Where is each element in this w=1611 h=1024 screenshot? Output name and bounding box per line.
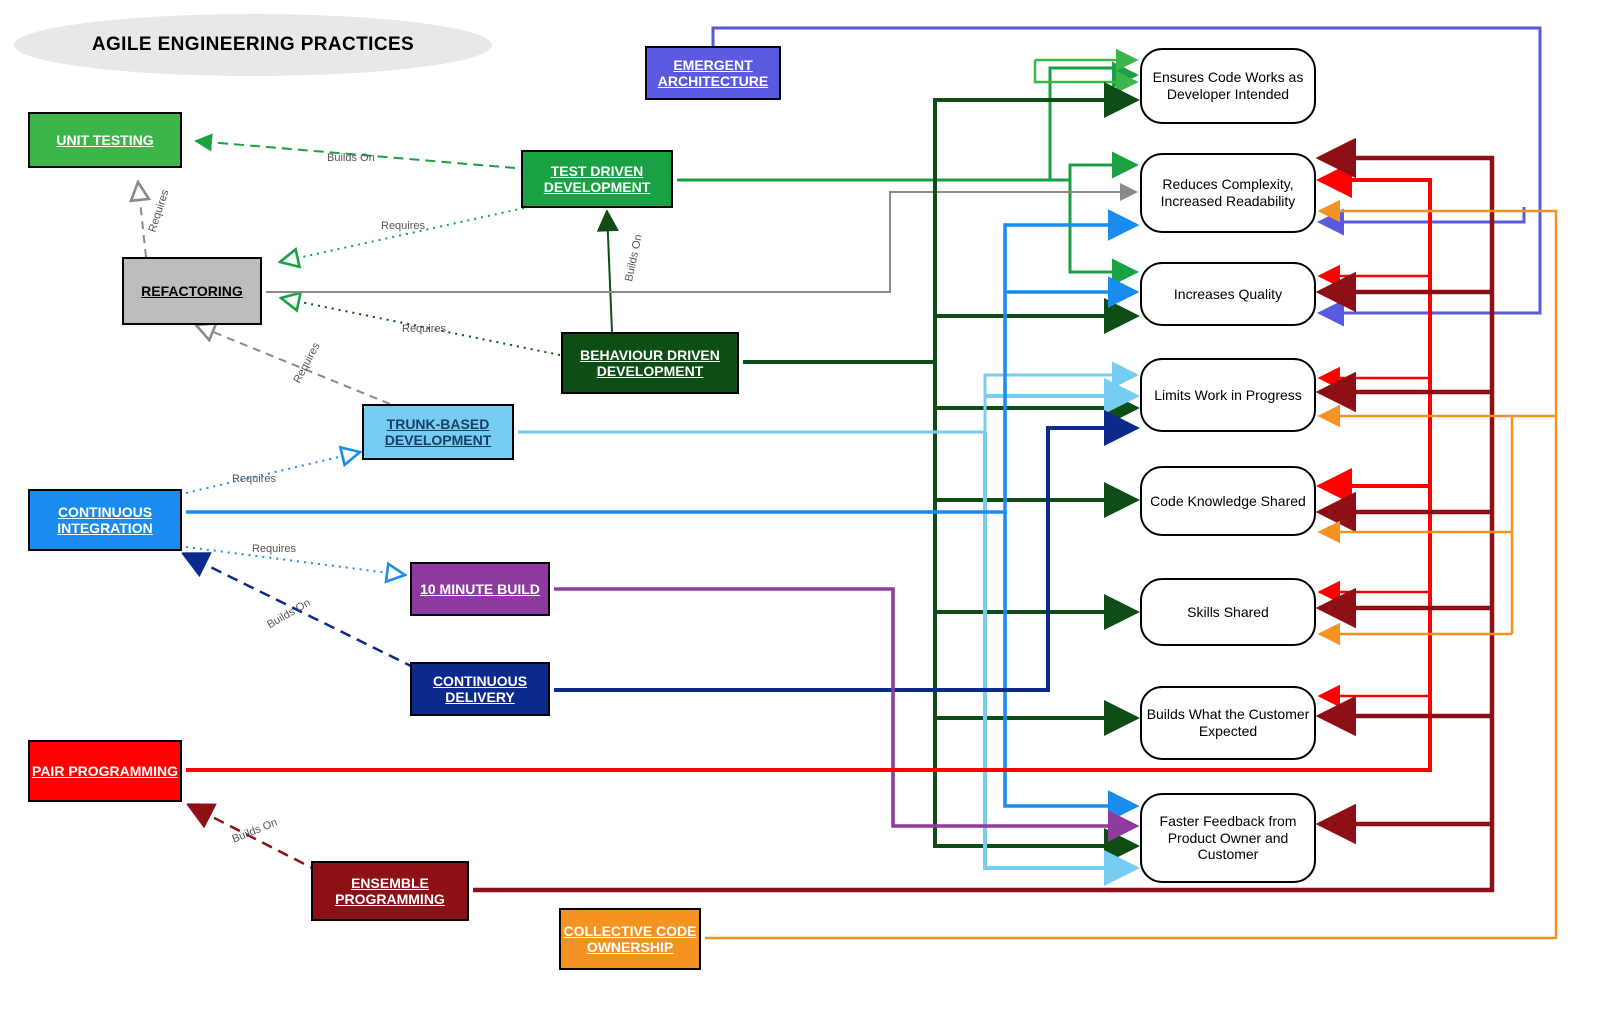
benefit-skills-shared[interactable] (1140, 578, 1316, 646)
practice-label: REFACTORING (141, 282, 243, 299)
benefit-label: Ensures Code Works as Developer Intended (1152, 69, 1304, 102)
practice-label: CONTINUOUS DELIVERY (432, 672, 528, 705)
practice-ten-minute-build[interactable] (410, 562, 550, 616)
practice-label: COLLECTIVE CODE OWNERSHIP (563, 922, 697, 955)
edge-label-requires-trunk: Requires (291, 340, 323, 386)
practice-label: EMERGENT ARCHITECTURE (657, 56, 769, 89)
practice-label: 10 MINUTE BUILD (420, 580, 540, 597)
benefit-label: Skills Shared (1187, 603, 1269, 620)
benefit-increases-quality[interactable] (1140, 262, 1316, 326)
benefit-code-knowledge-shared[interactable] (1140, 466, 1316, 536)
practice-continuous-integration[interactable] (28, 489, 182, 551)
practice-label: PAIR PROGRAMMING (32, 762, 178, 779)
benefit-reduces-complexity[interactable] (1140, 153, 1316, 233)
practice-label: ENSEMBLE PROGRAMMING (335, 874, 445, 907)
benefit-limits-work-in-progress[interactable] (1140, 358, 1316, 432)
edge-label-builds-on-ensemble: Builds On (230, 816, 280, 846)
practice-emergent-architecture[interactable] (645, 46, 781, 100)
benefit-label: Reduces Complexity, Increased Readability (1160, 176, 1296, 209)
practice-label: TEST DRIVEN DEVELOPMENT (543, 162, 651, 195)
practice-label: CONTINUOUS INTEGRATION (57, 503, 153, 536)
benefit-label: Builds What the Customer Expected (1146, 706, 1310, 739)
practice-label: BEHAVIOUR DRIVEN DEVELOPMENT (580, 346, 720, 379)
edge-label-requires-ci-build: Requires (252, 543, 297, 555)
practice-unit-testing[interactable] (28, 112, 182, 168)
diagram-title: AGILE ENGINEERING PRACTICES (14, 14, 492, 76)
benefit-label: Faster Feedback from Product Owner and Customer (1159, 812, 1297, 863)
edge-label-builds-on-unit-testing: Builds On (327, 152, 375, 164)
benefit-label: Code Knowledge Shared (1150, 492, 1306, 509)
practice-ensemble-programming[interactable] (311, 861, 469, 921)
edge-label-requires-ci-trunk: Requires (232, 473, 277, 485)
practice-continuous-delivery[interactable] (410, 662, 550, 716)
practice-behaviour-driven-development[interactable] (561, 332, 739, 394)
practice-pair-programming[interactable] (28, 740, 182, 802)
practice-trunk-based-development[interactable] (362, 404, 514, 460)
practice-test-driven-development[interactable] (521, 150, 673, 208)
benefit-builds-what-customer-expected[interactable] (1140, 686, 1316, 760)
practice-label: TRUNK-BASED DEVELOPMENT (384, 415, 492, 448)
benefit-faster-feedback[interactable] (1140, 793, 1316, 883)
edge-label-requires-unit-testing: Requires (146, 188, 172, 234)
benefit-label: Increases Quality (1173, 285, 1283, 302)
practice-collective-code-ownership[interactable] (559, 908, 701, 970)
edge-label-requires-refactoring-bdd: Requires (402, 323, 447, 335)
edge-label-builds-on-cd: Builds On (265, 596, 313, 632)
edge-label-builds-on-tdd: Builds On (623, 233, 645, 283)
practice-label: UNIT TESTING (56, 131, 154, 148)
practice-refactoring[interactable] (122, 257, 262, 325)
edge-label-requires-refactoring-tdd: Requires (381, 220, 426, 232)
benefit-ensures-code-works[interactable] (1140, 48, 1316, 124)
benefit-label: Limits Work in Progress (1154, 386, 1302, 403)
